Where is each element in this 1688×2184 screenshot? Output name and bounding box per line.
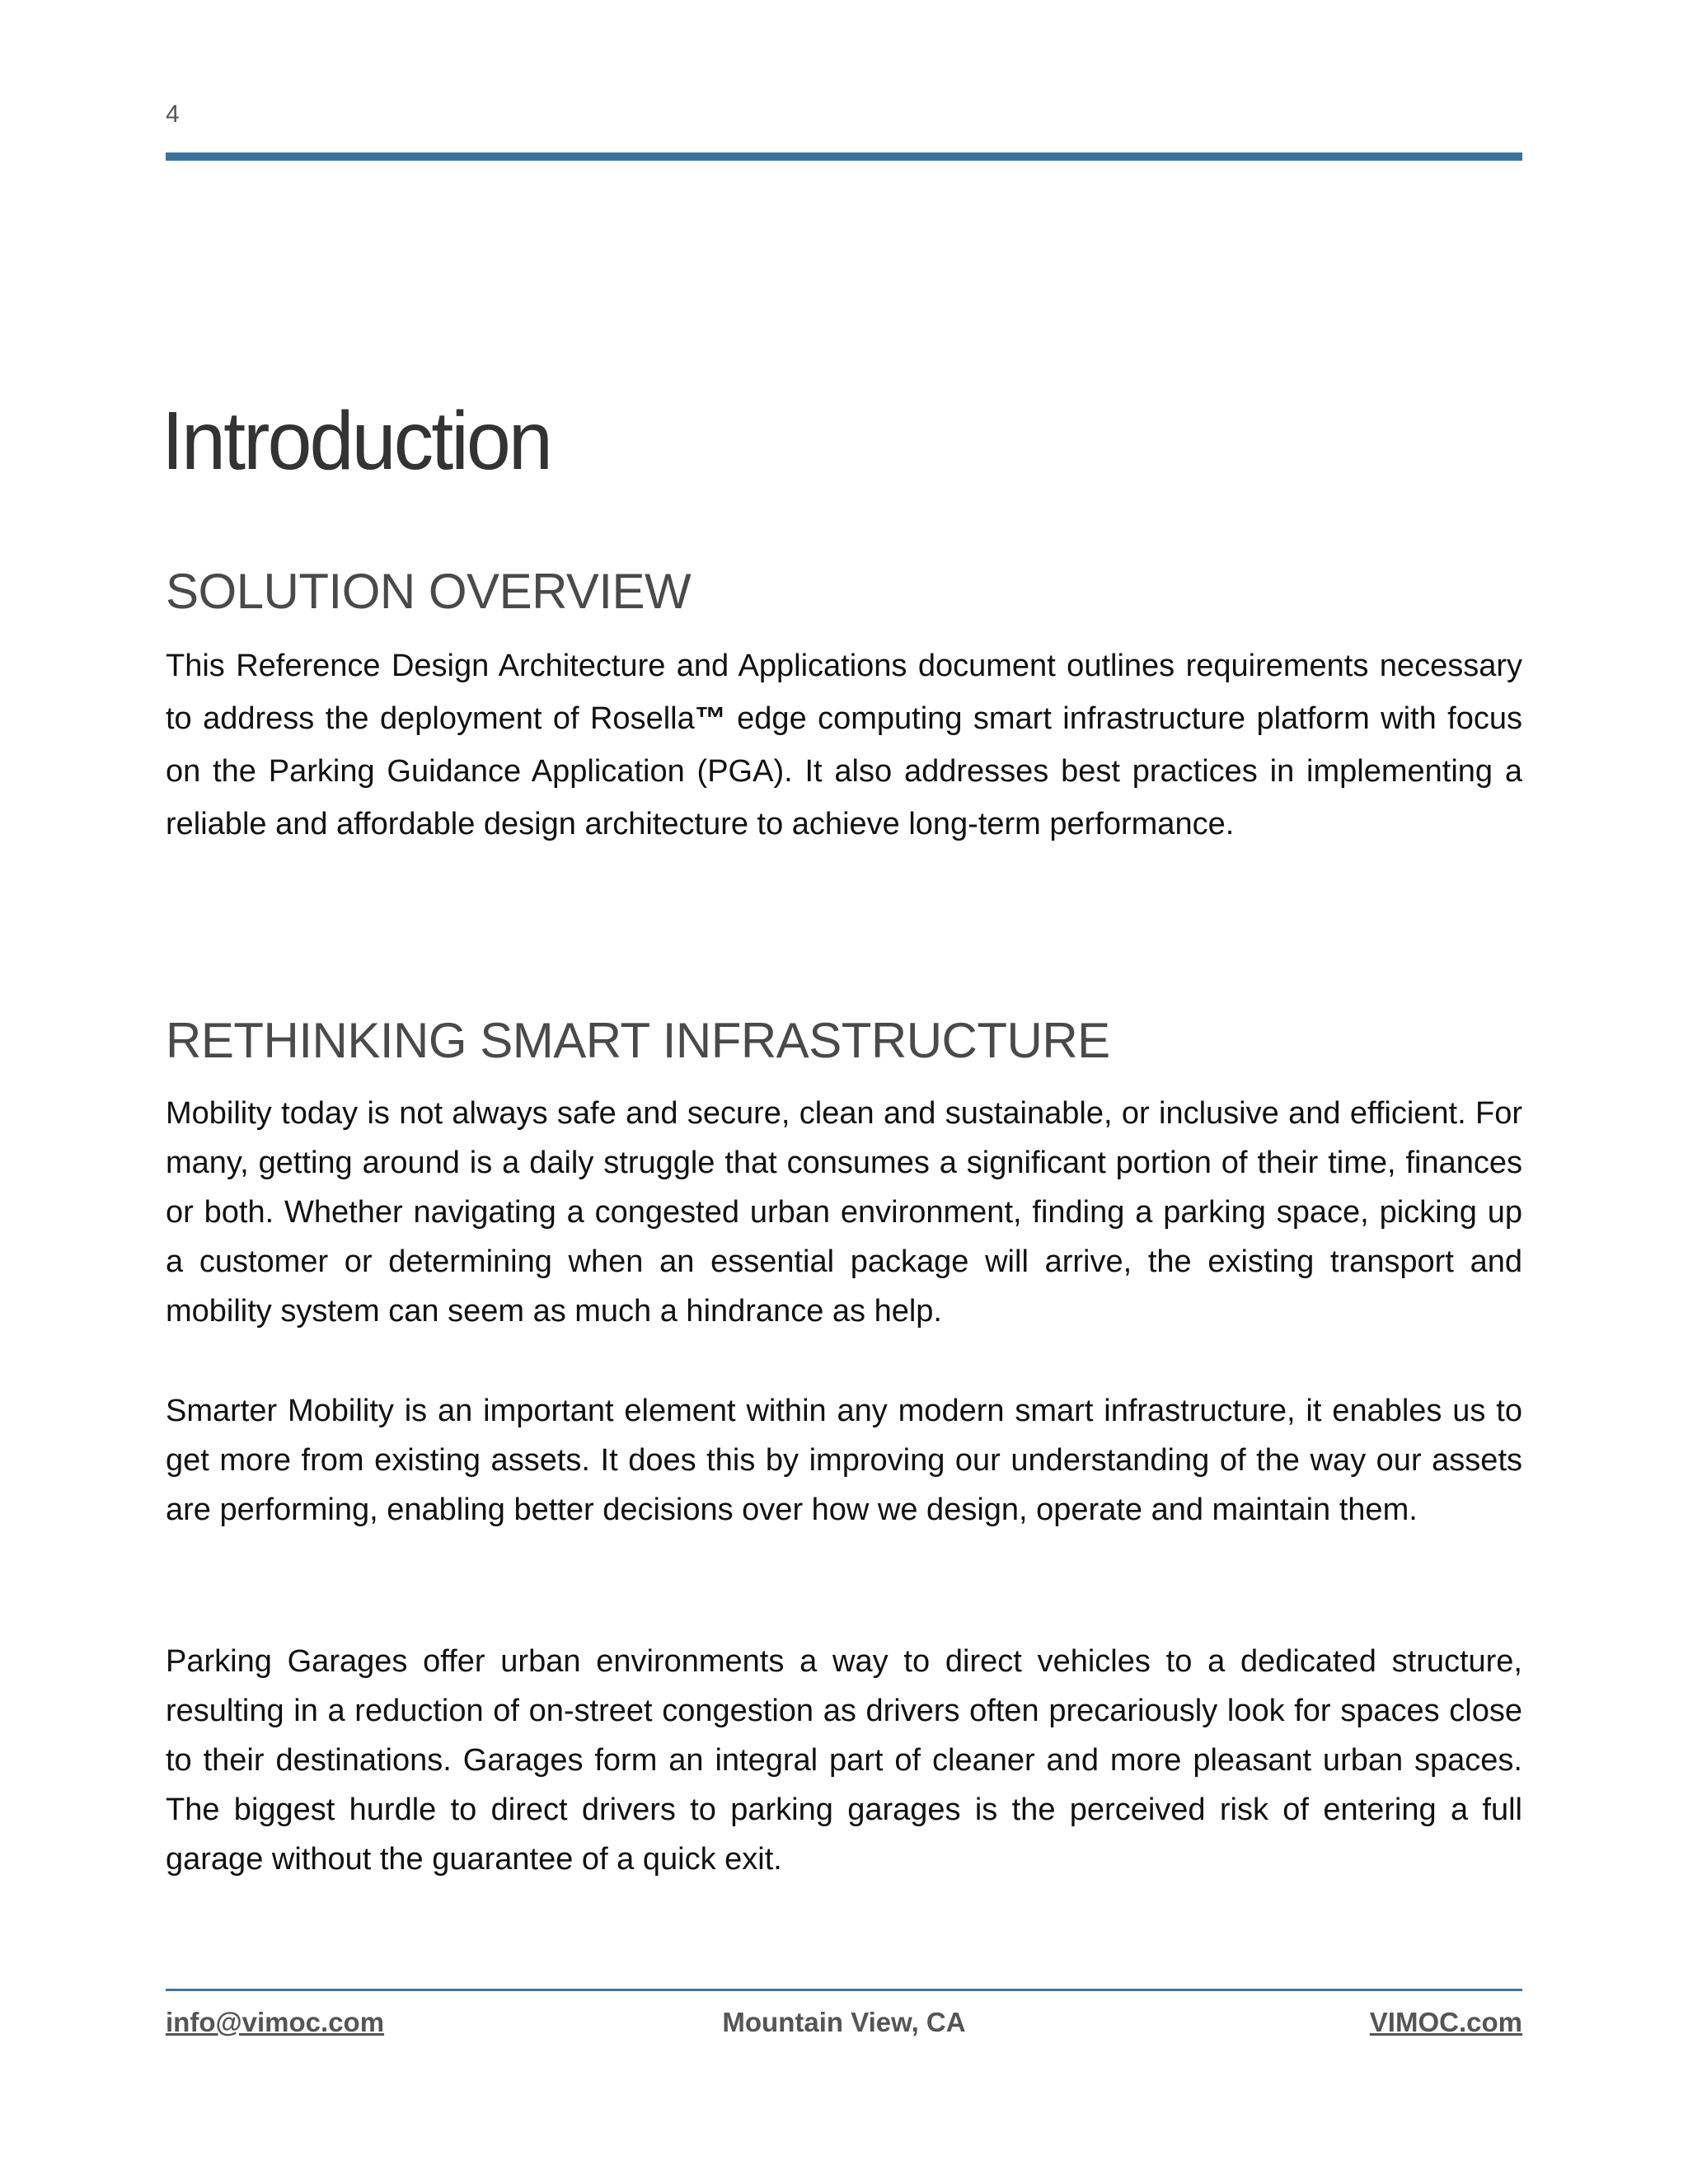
section-heading-rethinking-smart-infrastructure: RETHINKING SMART INFRASTRUCTURE	[166, 1012, 1110, 1068]
paragraph-parking-garages: Parking Garages offer urban environments a way to direct vehicles to a dedicated structure, resulting in a reduction of on-street congestion as drivers often precariously look for spaces close to their destinations. Garages form an integral part of cleaner and more pleasant urban spaces. The biggest hurdle to direct drivers to parking garages is the perceived risk of entering a full garage without the guarantee of a quick exit.	[166, 1644, 1522, 1877]
paragraph-mobility-today: Mobility today is not always safe and secure, clean and sustainable, or inclusive and efficient. For many, getting around is a daily struggle that consumes a significant portion of their time, finances or both. Whether navigating a congested urban environment, finding a parking space, picking up a customer or determining when an essential package will arrive, the existing transport and mobility system can seem as much a hindrance as help.	[166, 1096, 1522, 1329]
page-number: 4	[166, 101, 180, 128]
paragraph-text: This Reference Design Architecture and Applications document outlines requirements necessary to address the deployment of Rosella	[166, 649, 1522, 736]
paragraph-text: edge computing smart infrastructure platform with focus on the Parking Guidance Application (PGA). It also addresses best practices in implementing a reliable and affordable design architecture to achieve long-term performance.	[166, 701, 1523, 841]
header-rule	[166, 152, 1522, 161]
page-title: Introduction	[162, 395, 551, 487]
footer-rule	[166, 1989, 1522, 1991]
trademark-symbol: ™	[694, 701, 726, 736]
footer-email-link[interactable]: info@vimoc.com	[166, 2007, 385, 2037]
paragraph-solution-overview	[166, 640, 1522, 851]
footer-location: Mountain View, CA	[722, 2007, 966, 2037]
section-heading-solution-overview: SOLUTION OVERVIEW	[166, 563, 692, 619]
footer-website-link[interactable]: VIMOC.com	[1369, 2007, 1522, 2037]
paragraph-smarter-mobility: Smarter Mobility is an important element within any modern smart infrastructure, it enables us to get more from existing assets. It does this by improving our understanding of the way our assets are performing, enabling better decisions over how we design, operate and maintain them.	[166, 1394, 1522, 1527]
